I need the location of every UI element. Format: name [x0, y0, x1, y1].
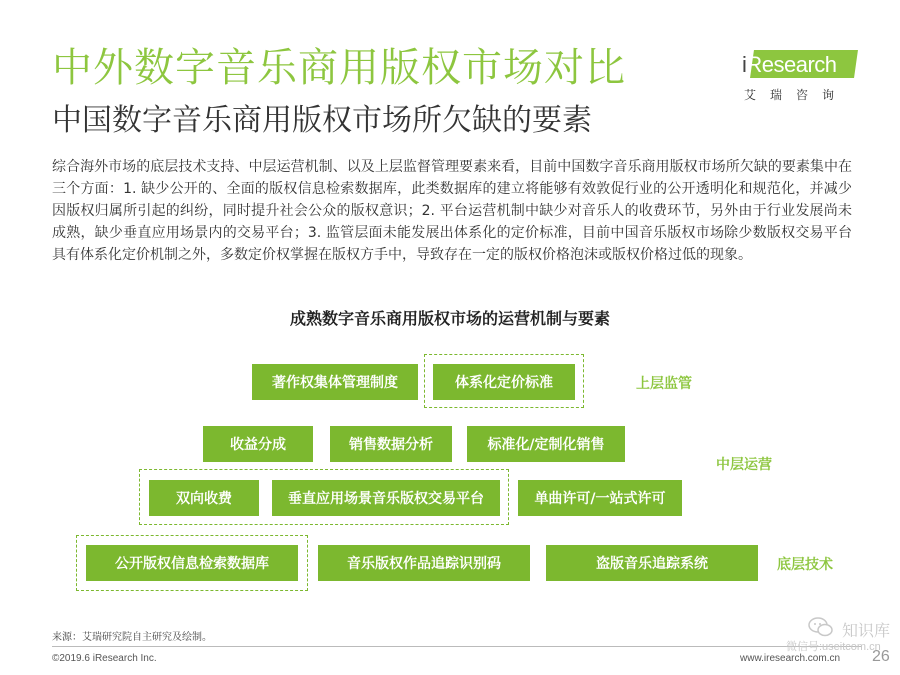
page-title: 中外数字音乐商用版权市场对比: [52, 45, 626, 91]
page-subtitle: 中国数字音乐商用版权市场所欠缺的要素: [52, 103, 592, 138]
logo-prefix: i: [742, 52, 747, 77]
summary-paragraph: 综合海外市场的底层技术支持、中层运营机制、以及上层监督管理要素来看，目前中国数字音乐商用版权市场所欠缺的要素集中在三个方面：1. 缺少公开的、全面的版权信息检索数据库，此类数据库的建立将能够有效敦促行业的公开透明化和规范化，并减少因版权归属所引起的纠纷，同时提升社会公众的版权意识；2. 平台运营机制中缺少对音乐人的收费环节，另外由于行业发展尚未成熟，缺少垂直应用场景内的交易平台；3. 监管层面未能发展出体系化的定价标准，目前中国音乐版权市场除少数版权交易平台具有体系化定价机制之外，多数定价权掌握在版权方手中，导致存在一定的版权价格泡沫或版权价格过低的现象。: [52, 159, 852, 263]
box-vertical-trading-platform: 垂直应用场景音乐版权交易平台: [272, 480, 500, 516]
box-piracy-tracking: 盗版音乐追踪系统: [546, 545, 758, 581]
box-collective-management: 著作权集体管理制度: [252, 364, 418, 400]
box-sales-analysis: 销售数据分析: [330, 426, 452, 462]
tier-label-middle: 中层运营: [716, 457, 772, 473]
page-number: 26: [872, 648, 890, 665]
box-copyright-database: 公开版权信息检索数据库: [86, 545, 298, 581]
website-link[interactable]: www.iresearch.com.cn: [740, 653, 841, 664]
box-revenue-share: 收益分成: [203, 426, 313, 462]
logo-text: [742, 52, 837, 78]
iresearch-logo: [742, 50, 862, 106]
box-pricing-standard: 体系化定价标准: [433, 364, 575, 400]
wechat-icon: [808, 616, 834, 638]
watermark-sub: 微信号:useitcom.cn: [786, 641, 881, 653]
tier-label-bottom: 底层技术: [777, 557, 833, 573]
logo-main: Research: [746, 52, 837, 77]
diagram-title: 成熟数字音乐商用版权市场的运营机制与要素: [289, 309, 610, 328]
footer-divider: [52, 646, 862, 647]
box-tracking-code: 音乐版权作品追踪识别码: [318, 545, 530, 581]
tier-label-upper: 上层监管: [636, 376, 692, 392]
logo-cn: 艾瑞咨询: [744, 88, 849, 102]
box-two-way-fee: 双向收费: [149, 480, 259, 516]
watermark-brand: 知识库: [842, 621, 891, 640]
source-note: 来源：艾瑞研究院自主研究及绘制。: [52, 632, 212, 643]
copyright: ©2019.6 iResearch Inc.: [52, 653, 157, 664]
box-standard-custom-sales: 标准化/定制化销售: [467, 426, 625, 462]
box-single-license: 单曲许可/一站式许可: [518, 480, 682, 516]
